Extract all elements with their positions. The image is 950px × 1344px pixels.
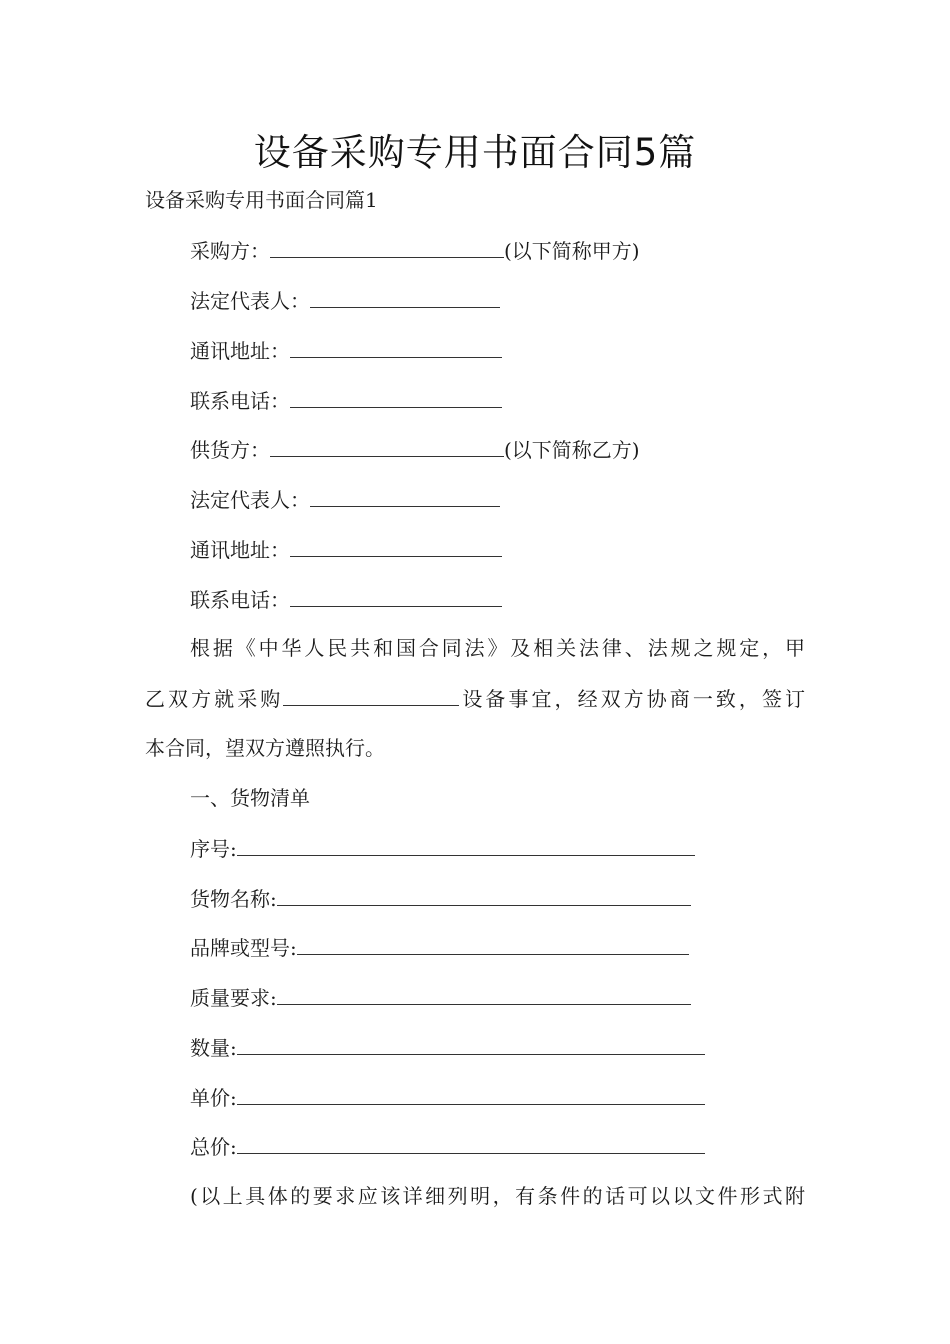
phone-blank: [290, 584, 502, 607]
unit-price-label: 单价:: [190, 1086, 237, 1110]
buyer-legal-rep-row: [190, 285, 500, 316]
unit-price-blank: [237, 1082, 705, 1105]
buyer-blank: [270, 235, 504, 258]
preamble-line-1: 根据《中华人民共和国合同法》及相关法律、法规之规定，甲: [190, 636, 805, 660]
supplier-label: 供货方：: [190, 438, 270, 462]
buyer-row: [190, 235, 640, 266]
buyer-phone-row: [190, 385, 502, 416]
legal-rep-label: 法定代表人：: [190, 488, 310, 512]
serial-label: 序号:: [190, 837, 237, 861]
goods-name-row: [190, 883, 691, 914]
supplier-legal-rep-row: [190, 484, 500, 515]
serial-blank: [237, 833, 695, 856]
preamble-line-2: [145, 683, 805, 733]
supplier-blank: [270, 434, 504, 457]
preamble-text-b: 设备事宜，经双方协商一致，签订: [459, 687, 806, 711]
goods-name-blank: [277, 883, 691, 906]
brand-blank: [297, 932, 689, 955]
legal-rep-blank: [310, 285, 500, 308]
total-price-blank: [237, 1131, 705, 1154]
buyer-address-row: [190, 335, 502, 366]
preamble-paragraph: [145, 633, 805, 783]
phone-label: 联系电话：: [190, 588, 290, 612]
brand-label: 品牌或型号:: [190, 936, 297, 960]
address-blank: [290, 335, 502, 358]
note-paragraph: [145, 1181, 805, 1231]
quantity-blank: [237, 1032, 705, 1055]
brand-row: [190, 932, 689, 963]
address-blank: [290, 534, 502, 557]
supplier-address-row: [190, 534, 502, 565]
equipment-blank: [283, 683, 459, 706]
section-heading-goods-list: 一、货物清单: [190, 786, 310, 810]
document-title: 设备采购专用书面合同5篇: [253, 131, 697, 174]
contract-subtitle: 设备采购专用书面合同篇1: [145, 188, 378, 212]
serial-row: [190, 833, 695, 864]
unit-price-row: [190, 1082, 705, 1113]
buyer-suffix: (以下简称甲方): [504, 239, 640, 263]
quality-label: 质量要求:: [190, 986, 277, 1010]
address-label: 通讯地址：: [190, 339, 290, 363]
legal-rep-label: 法定代表人：: [190, 289, 310, 313]
quantity-row: [190, 1032, 705, 1063]
total-price-row: [190, 1131, 705, 1162]
preamble-text-a: 乙双方就采购: [145, 687, 284, 711]
preamble-line-3: 本合同，望双方遵照执行。: [145, 736, 385, 760]
note-line-1: (以上具体的要求应该详细列明，有条件的话可以以文件形式附: [190, 1184, 805, 1208]
phone-label: 联系电话：: [190, 389, 290, 413]
quantity-label: 数量:: [190, 1036, 237, 1060]
goods-name-label: 货物名称:: [190, 887, 277, 911]
total-price-label: 总价:: [190, 1135, 237, 1159]
supplier-row: [190, 434, 640, 465]
address-label: 通讯地址：: [190, 538, 290, 562]
supplier-phone-row: [190, 584, 502, 615]
buyer-label: 采购方：: [190, 239, 270, 263]
supplier-suffix: (以下简称乙方): [504, 438, 640, 462]
legal-rep-blank: [310, 484, 500, 507]
phone-blank: [290, 385, 502, 408]
quality-blank: [277, 982, 691, 1005]
quality-row: [190, 982, 691, 1013]
